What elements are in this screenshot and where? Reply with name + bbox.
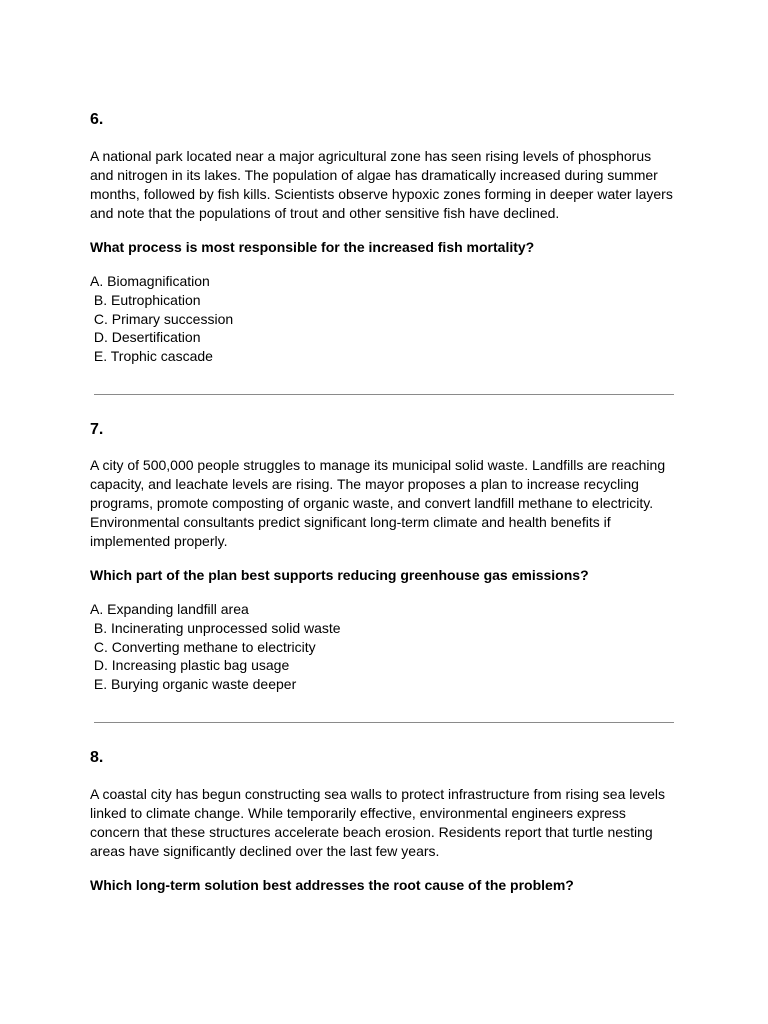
question-number: 8.	[90, 749, 104, 766]
question-prompt: Which long-term solution best addresses the root cause of the problem?	[90, 877, 574, 893]
answer-option-c: C. Primary succession	[90, 310, 234, 327]
question-number: 6.	[90, 111, 104, 128]
answer-option-a: A. Expanding landfill area	[90, 601, 249, 617]
answer-option-e: E. Trophic cascade	[90, 348, 213, 365]
question-scenario: A national park located near a major agricultural zone has seen rising levels of phosphorus and nitrogen in its lakes. The population of algae has dramatically increased during summer months, followed by fish kills. Scientists observe hypoxic zones forming in deeper water layers and note that the populations of trout and other sensitive fish have declined.	[90, 148, 673, 221]
question-8	[90, 748, 680, 893]
answer-option-d: D. Desertification	[90, 329, 201, 346]
question-scenario: A coastal city has begun constructing sea walls to protect infrastructure from rising sea levels linked to climate change. While temporarily effective, environmental engineers express concern that these structures accelerate beach erosion. Residents report that turtle nesting areas have significantly declined over the last few years.	[90, 786, 666, 859]
answer-options	[90, 600, 341, 694]
answer-options	[90, 272, 233, 366]
section-divider	[94, 394, 674, 395]
question-prompt: What process is most responsible for the increased fish mortality?	[90, 239, 535, 255]
question-number: 7.	[90, 421, 104, 438]
question-scenario: A city of 500,000 people struggles to manage its municipal solid waste. Landfills are reaching capacity, and leachate levels are rising. The mayor proposes a plan to increase recycling programs, promote composting of organic waste, and convert landfill methane to electricity. Environmental consultants predict significant long-term climate and health benefits if implemented properly.	[90, 457, 666, 549]
question-6	[90, 110, 680, 365]
question-7	[90, 420, 680, 693]
section-divider	[94, 722, 674, 723]
answer-option-c: C. Converting methane to electricity	[90, 638, 316, 655]
answer-option-a: A. Biomagnification	[90, 273, 210, 289]
answer-option-b: B. Eutrophication	[90, 291, 201, 308]
answer-option-d: D. Increasing plastic bag usage	[90, 657, 290, 674]
question-prompt: Which part of the plan best supports reducing greenhouse gas emissions?	[90, 567, 589, 583]
answer-option-b: B. Incinerating unprocessed solid waste	[90, 619, 341, 636]
answer-option-e: E. Burying organic waste deeper	[90, 676, 297, 693]
